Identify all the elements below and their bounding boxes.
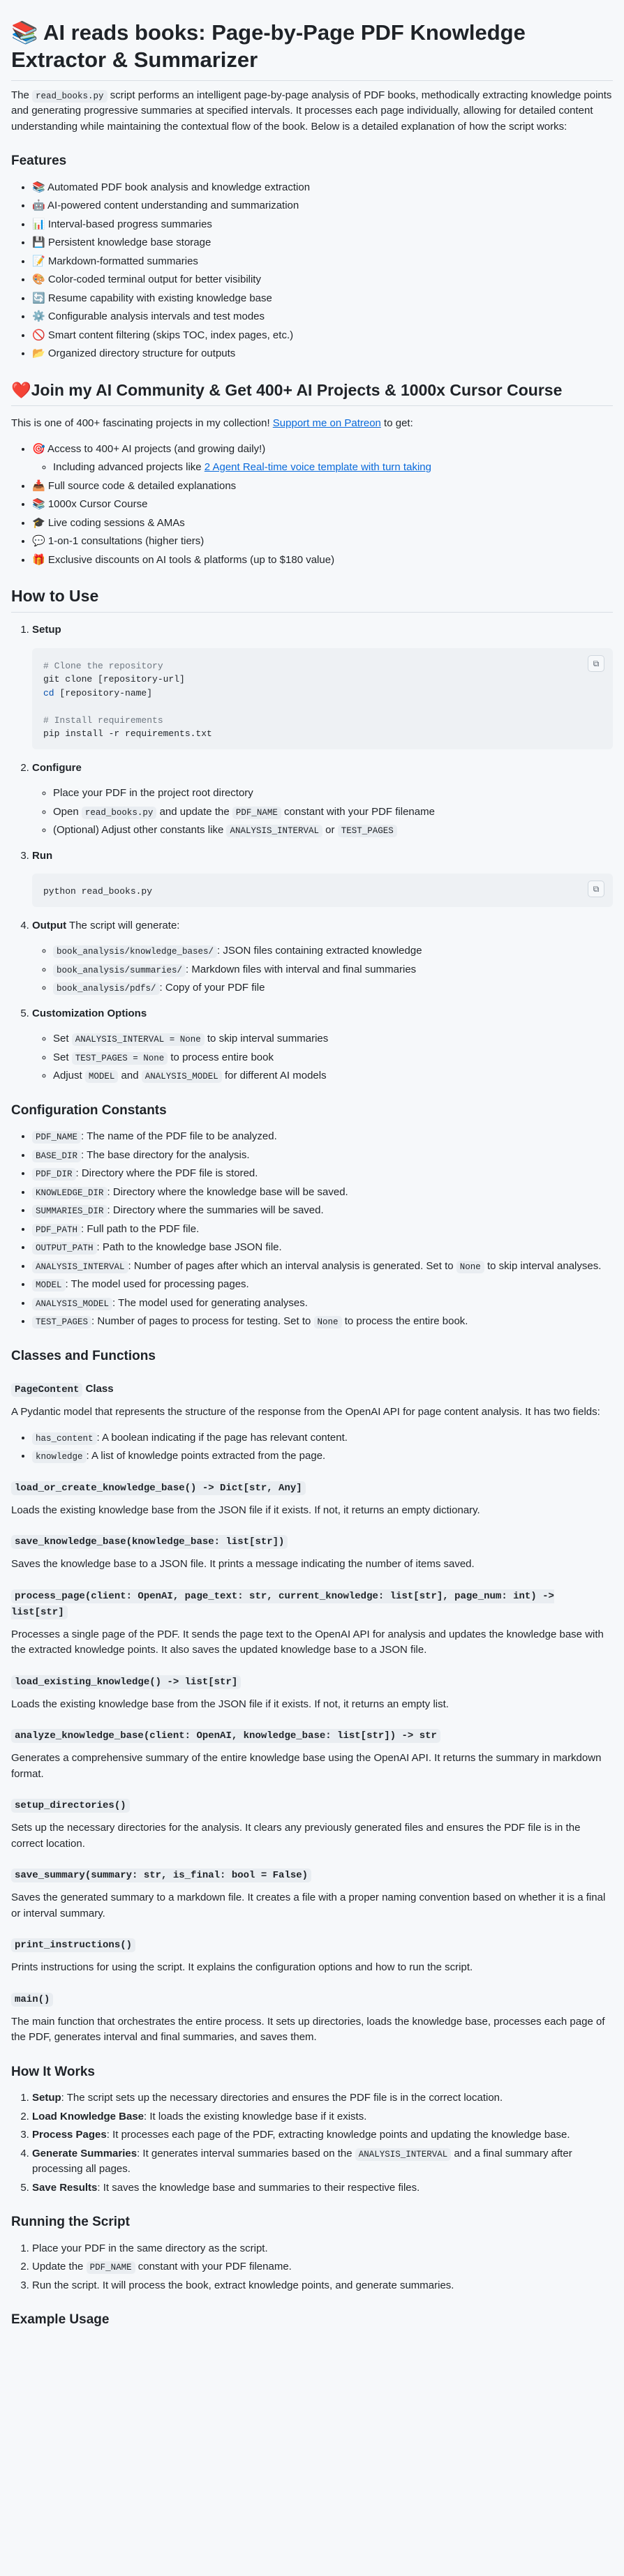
function-desc: Processes a single page of the PDF. It sends the page text to the OpenAI API for analysis and updates the knowledge base with the extracted knowledge points. It also saves the updated knowledge base to a JSON file. (11, 1628, 604, 1656)
list-item: • 📥 Full source code & detailed explanations (32, 479, 613, 495)
function-desc: Loads the existing knowledge base from the JSON file if it exists. If not, it returns an empty dictionary. (11, 1504, 480, 1516)
function-signature: load_existing_knowledge() -> list[str] (11, 1674, 613, 1690)
list-item: • PDF_NAME : The name of the PDF file to be analyzed. (32, 1129, 613, 1145)
page-title: 📚 AI reads books: Page-by-Page PDF Knowledge Extractor & Summarizer (11, 20, 613, 81)
copy-icon[interactable]: ⧉ (588, 881, 604, 897)
list-item: • 📚 1000x Cursor Course (32, 497, 613, 513)
running-list (11, 2241, 613, 2294)
list-item: • BASE_DIR : The base directory for the analysis. (32, 1148, 613, 1164)
config-heading: Configuration Constants (11, 1102, 167, 1118)
how-it-works-list (11, 2090, 613, 2196)
intro-paragraph: The read_books.py script performs an intelligent page-by-page analysis of PDF books, methodically extracting knowledge points and generating progressive summaries at specified intervals. It processes each page individually, allowing for detailed content understanding while maintaining the contextual flow of the book. Below is a detailed explanation of how the script works: (11, 89, 612, 133)
classes-heading: Classes and Functions (11, 1348, 156, 1363)
function-desc: The main function that orchestrates the entire process. It sets up directories, loads the knowledge base, processes each page of the PDF, generates interval and final summaries, and saves them. (11, 2015, 605, 2043)
list-item: ◦ Set ANALYSIS_INTERVAL = None to skip interval summaries (53, 1031, 613, 1047)
function-desc: Loads the existing knowledge base from the JSON file if it exists. If not, it returns an empty list. (11, 1698, 449, 1710)
voice-template-link[interactable]: 2 Agent Real-time voice template with turn taking (204, 461, 431, 474)
features-list (11, 180, 613, 362)
step-configure: 2. Configure ◦ Place your PDF in the project root directory ◦ Open read_books.py and update the PDF_NAME constant with your PDF filename ◦ (Optional) Adjust other constants like ANALYSIS_INTERVAL or TEST_PAGES (32, 761, 613, 839)
list-item: ◦ Open read_books.py and update the PDF_NAME constant with your PDF filename (53, 804, 613, 821)
list-item: ◦ book_analysis/knowledge_bases/ : JSON files containing extracted knowledge (53, 943, 613, 959)
list-item: ◦ book_analysis/summaries/ : Markdown files with interval and final summaries (53, 962, 613, 978)
list-item: • 📂 Organized directory structure for outputs (32, 346, 613, 362)
list-item: • 🎓 Live coding sessions & AMAs (32, 516, 613, 532)
step-setup: 1. Setup ⧉ # Clone the repository git clone [repository-url] cd [repository-name] # Install requirements pip install -r requirements.txt (32, 622, 613, 749)
how-to-use-steps (11, 622, 613, 1084)
function-signature: save_knowledge_base(knowledge_base: list[str]) (11, 1534, 613, 1550)
list-item: ◦ Place your PDF in the project root directory (53, 786, 613, 802)
list-item: 1. Setup: The script sets up the necessary directories and ensures the PDF file is in the correct location. (32, 2090, 613, 2106)
function-signature: print_instructions() (11, 1937, 613, 1953)
list-item: • PDF_PATH : Full path to the PDF file. (32, 1222, 613, 1238)
function-desc: Prints instructions for using the script. It explains the configuration options and how to run the script. (11, 1961, 473, 1973)
how-it-works-heading: How It Works (11, 2064, 95, 2079)
function-desc: Generates a comprehensive summary of the entire knowledge base using the OpenAI API. It returns the summary in markdown format. (11, 1752, 602, 1780)
patreon-link[interactable]: Support me on Patreon (272, 417, 381, 430)
list-item: 1. Place your PDF in the same directory as the script. (32, 2241, 613, 2257)
list-item: • 🔄 Resume capability with existing knowledge base (32, 291, 613, 307)
list-item: • SUMMARIES_DIR : Directory where the summaries will be saved. (32, 1203, 613, 1219)
function-signature: process_page(client: OpenAI, page_text: str, current_knowledge: list[str], page_num: int) -> list[str] (11, 1590, 554, 1618)
list-item: • PDF_DIR : Directory where the PDF file is stored. (32, 1166, 613, 1182)
list-item: 5. Save Results: It saves the knowledge base and summaries to their respective files. (32, 2180, 613, 2196)
function-desc: Saves the generated summary to a markdown file. It creates a file with a proper naming convention based on whether it is a final or interval summary. (11, 1892, 606, 1919)
list-item: 2. Load Knowledge Base: It loads the existing knowledge base if it exists. (32, 2109, 613, 2125)
setup-code-block: ⧉ # Clone the repository git clone [repository-url] cd [repository-name] # Install requirements pip install -r requirements.txt (32, 648, 613, 749)
list-item: • has_content : A boolean indicating if the page has relevant content. (32, 1430, 613, 1446)
list-item: • 🤖 AI-powered content understanding and summarization (32, 198, 613, 214)
list-item: • TEST_PAGES : Number of pages to process for testing. Set to None to process the entire book. (32, 1314, 613, 1330)
function-signature: main() (11, 1991, 613, 2007)
pagecontent-heading: PageContent Class (11, 1381, 613, 1398)
run-code-block: ⧉ python read_books.py (32, 874, 613, 907)
list-item: • ANALYSIS_MODEL : The model used for generating analyses. (32, 1296, 613, 1312)
function-signature: save_summary(summary: str, is_final: bool = False) (11, 1867, 613, 1883)
step-run: 3. Run ⧉ python read_books.py (32, 848, 613, 907)
readme-page (11, 0, 613, 2330)
list-item: • 🚫 Smart content filtering (skips TOC, index pages, etc.) (32, 328, 613, 344)
list-item: • 🎯 Access to 400+ AI projects (and growing daily!) ◦ Including advanced projects like 2 Agent Real-time voice template with turn taking (32, 442, 613, 476)
features-heading: Features (11, 153, 67, 168)
list-item: 3. Process Pages: It processes each page of the PDF, extracting knowledge points and updating the knowledge base. (32, 2127, 613, 2143)
config-list (11, 1129, 613, 1330)
how-to-use-heading: How to Use (11, 586, 613, 613)
list-item: • knowledge : A list of knowledge points extracted from the page. (32, 1448, 613, 1465)
script-name-code: read_books.py (32, 90, 107, 103)
function-signature: load_or_create_knowledge_base() -> Dict[str, Any] (11, 1480, 613, 1496)
step-customization: 5. Customization Options ◦ Set ANALYSIS_INTERVAL = None to skip interval summaries ◦ Set TEST_PAGES = None to process entire book ◦ Adjust MODEL and ANALYSIS_MODEL for different AI models (32, 1006, 613, 1084)
list-item: • KNOWLEDGE_DIR : Directory where the knowledge base will be saved. (32, 1185, 613, 1201)
list-item: • OUTPUT_PATH : Path to the knowledge base JSON file. (32, 1240, 613, 1256)
list-item: • 📊 Interval-based progress summaries (32, 217, 613, 233)
list-item: • ANALYSIS_INTERVAL : Number of pages after which an interval analysis is generated. Set to None to skip interval analyses. (32, 1259, 613, 1275)
community-list (11, 442, 613, 569)
pagecontent-fields (11, 1430, 613, 1465)
list-item: • MODEL : The model used for processing pages. (32, 1277, 613, 1293)
list-item: 2. Update the PDF_NAME constant with your PDF filename. (32, 2259, 613, 2275)
community-intro: This is one of 400+ fascinating projects in my collection! Support me on Patreon to get: (11, 417, 413, 430)
list-item: ◦ (Optional) Adjust other constants like ANALYSIS_INTERVAL or TEST_PAGES (53, 823, 613, 839)
list-item: • 💾 Persistent knowledge base storage (32, 235, 613, 251)
list-item: • 💬 1-on-1 consultations (higher tiers) (32, 534, 613, 550)
list-item: • 🎨 Color-coded terminal output for better visibility (32, 272, 613, 288)
community-heading: ❤️Join my AI Community & Get 400+ AI Projects & 1000x Cursor Course (11, 380, 613, 407)
list-item: ◦ book_analysis/pdfs/ : Copy of your PDF file (53, 980, 613, 996)
example-heading: Example Usage (11, 2312, 110, 2327)
list-item: 3. Run the script. It will process the book, extract knowledge points, and generate summaries. (32, 2278, 613, 2294)
list-item: • 📝 Markdown-formatted summaries (32, 254, 613, 270)
list-item: ◦ Including advanced projects like 2 Agent Real-time voice template with turn taking (53, 460, 613, 476)
pagecontent-desc: A Pydantic model that represents the structure of the response from the OpenAI API for page content analysis. It has two fields: (11, 1406, 600, 1418)
list-item: • 📚 Automated PDF book analysis and knowledge extraction (32, 180, 613, 196)
copy-icon[interactable]: ⧉ (588, 655, 604, 672)
function-signature: setup_directories() (11, 1797, 613, 1813)
function-desc: Sets up the necessary directories for the analysis. It clears any previously generated files and ensures the PDF file is in the correct location. (11, 1822, 581, 1850)
function-signature: analyze_knowledge_base(client: OpenAI, knowledge_base: list[str]) -> str (11, 1728, 613, 1744)
step-output: 4. Output The script will generate: ◦ book_analysis/knowledge_bases/ : JSON files containing extracted knowledge ◦ book_analysis/summaries/ : Markdown files with interval and final summaries ◦ book_analysis/pdfs/ : Copy of your PDF file (32, 918, 613, 996)
list-item: ◦ Adjust MODEL and ANALYSIS_MODEL for different AI models (53, 1068, 613, 1084)
list-item: • 🎁 Exclusive discounts on AI tools & platforms (up to $180 value) (32, 553, 613, 569)
list-item: 4. Generate Summaries: It generates interval summaries based on the ANALYSIS_INTERVAL and a final summary after processing all pages. (32, 2146, 613, 2178)
list-item: ◦ Set TEST_PAGES = None to process entire book (53, 1050, 613, 1066)
list-item: • ⚙️ Configurable analysis intervals and test modes (32, 309, 613, 325)
function-desc: Saves the knowledge base to a JSON file. It prints a message indicating the number of items saved. (11, 1558, 475, 1570)
running-heading: Running the Script (11, 2215, 130, 2229)
